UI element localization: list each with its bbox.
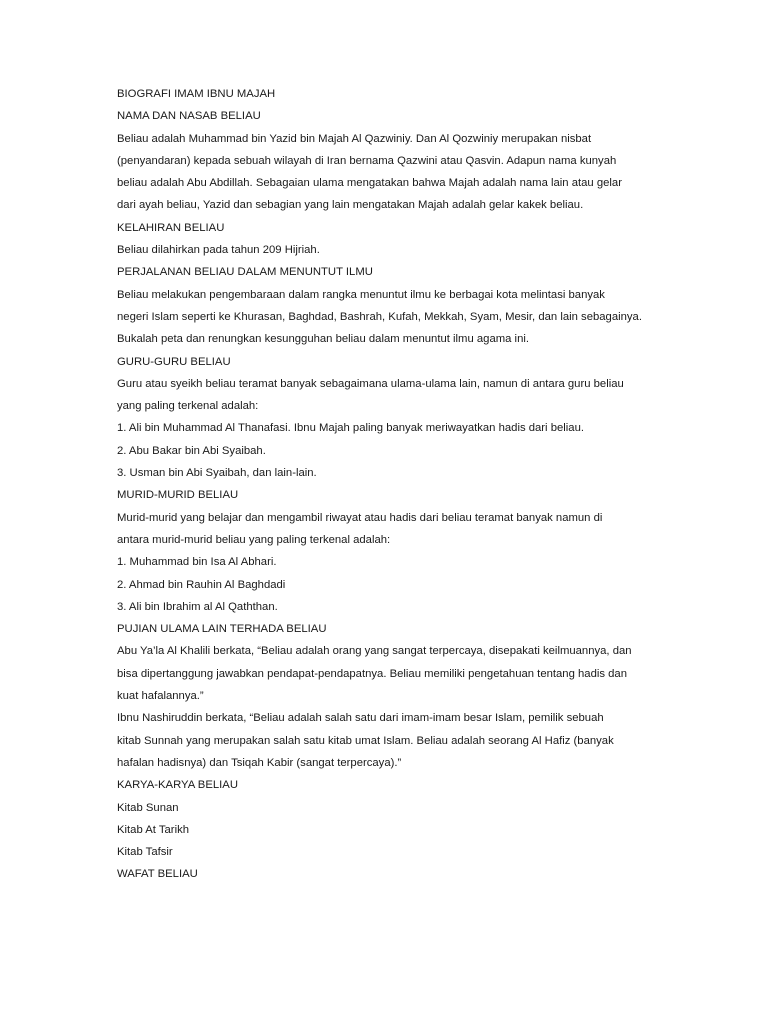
document-line: (penyandaran) kepada sebuah wilayah di Iran bernama Qazwini atau Qasvin. Adapun nama kunyah xyxy=(117,154,617,167)
document-line: Beliau dilahirkan pada tahun 209 Hijriah. xyxy=(117,244,320,257)
document-line: 3. Usman bin Abi Syaibah, dan lain-lain. xyxy=(117,467,317,480)
document-line: 3. Ali bin Ibrahim al Al Qaththan. xyxy=(117,600,278,613)
document-line: Guru atau syeikh beliau teramat banyak sebagaimana ulama-ulama lain, namun di antara guru beliau xyxy=(117,377,624,390)
document-line: bisa dipertanggung jawabkan pendapat-pendapatnya. Beliau memiliki pengetahuan tentang hadis dan xyxy=(117,667,627,680)
document-line: PUJIAN ULAMA LAIN TERHADA BELIAU xyxy=(117,623,327,636)
document-body xyxy=(117,83,677,886)
document-line: NAMA DAN NASAB BELIAU xyxy=(117,110,261,123)
document-line: KELAHIRAN BELIAU xyxy=(117,221,225,234)
document-line: GURU-GURU BELIAU xyxy=(117,355,231,368)
document-line: Beliau adalah Muhammad bin Yazid bin Majah Al Qazwiniy. Dan Al Qozwiniy merupakan nisbat xyxy=(117,132,592,145)
document-line: Kitab At Tarikh xyxy=(117,823,190,836)
document-line: KARYA-KARYA BELIAU xyxy=(117,779,238,792)
document-line: WAFAT BELIAU xyxy=(117,868,198,881)
document-line: BIOGRAFI IMAM IBNU MAJAH xyxy=(117,88,276,100)
document-line: MURID-MURID BELIAU xyxy=(117,489,239,502)
document-line: Murid-murid yang belajar dan mengambil riwayat atau hadis dari beliau teramat banyak namun di xyxy=(117,511,603,524)
document-line: dari ayah beliau, Yazid dan sebagian yang lain mengatakan Majah adalah gelar kakek beliau. xyxy=(117,199,584,212)
document-line: kuat hafalannya.” xyxy=(117,690,204,703)
document-line: Kitab Sunan xyxy=(117,801,179,814)
document-line: Kitab Tafsir xyxy=(117,846,173,859)
document-line: kitab Sunnah yang merupakan salah satu kitab umat Islam. Beliau adalah seorang Al Hafiz (banyak xyxy=(117,734,614,747)
document-line: negeri Islam seperti ke Khurasan, Baghdad, Bashrah, Kufah, Mekkah, Syam, Mesir, dan lain sebagainya. xyxy=(117,310,642,323)
document-line: 2. Ahmad bin Rauhin Al Baghdadi xyxy=(117,578,286,591)
document-line: 2. Abu Bakar bin Abi Syaibah. xyxy=(117,444,266,457)
document-line: antara murid-murid beliau yang paling terkenal adalah: xyxy=(117,533,391,546)
document-line: 1. Ali bin Muhammad Al Thanafasi. Ibnu Majah paling banyak meriwayatkan hadis dari beliau. xyxy=(117,422,585,435)
document-line: 1. Muhammad bin Isa Al Abhari. xyxy=(117,556,277,569)
document-line: PERJALANAN BELIAU DALAM MENUNTUT ILMU xyxy=(117,266,373,279)
document-line: yang paling terkenal adalah: xyxy=(117,400,259,413)
document-line: hafalan hadisnya) dan Tsiqah Kabir (sangat terpercaya).” xyxy=(117,756,402,769)
document-line: Bukalah peta dan renungkan kesungguhan beliau dalam menuntut ilmu agama ini. xyxy=(117,333,529,346)
document-line: Beliau melakukan pengembaraan dalam rangka menuntut ilmu ke berbagai kota melintasi banyak xyxy=(117,288,605,301)
document-line: beliau adalah Abu Abdillah. Sebagaian ulama mengatakan bahwa Majah adalah nama lain atau gelar xyxy=(117,177,622,190)
document-line: Abu Ya’la Al Khalili berkata, “Beliau adalah orang yang sangat terpercaya, disepakati keilmuannya, dan xyxy=(117,645,632,658)
document-line: Ibnu Nashiruddin berkata, “Beliau adalah salah satu dari imam-imam besar Islam, pemilik sebuah xyxy=(117,712,604,725)
